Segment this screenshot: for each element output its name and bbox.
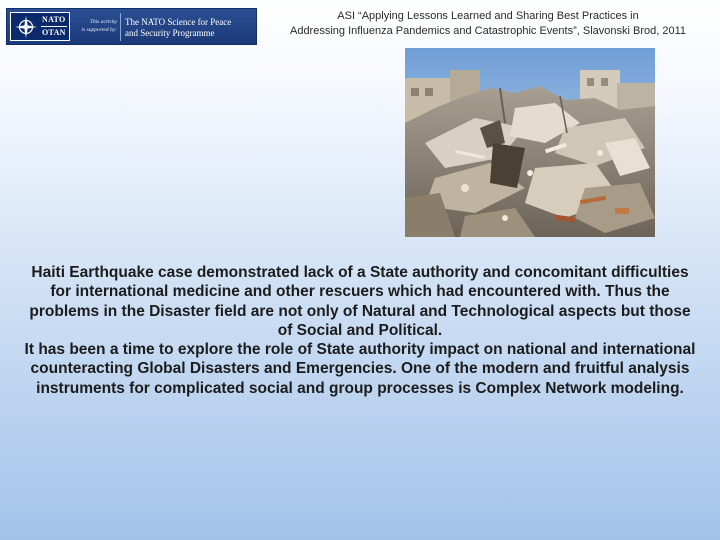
body-paragraph-1: Haiti Earthquake case demonstrated lack of a State authority and concomitant difficulties for international medicine and other rescuers which had encountered with. Thus the problems in the Disaster field are not only of Natural and Technological aspects but those of Social and Political.	[29, 264, 691, 339]
support-text	[77, 18, 117, 34]
earthquake-rubble-photo	[405, 48, 655, 237]
support-line-1: This activity	[89, 19, 117, 25]
nato-sps-banner	[6, 8, 257, 45]
banner-divider	[120, 13, 121, 41]
otan-label: OTAN	[42, 28, 66, 37]
programme-name	[125, 17, 255, 39]
support-line-2: is supported by:	[81, 27, 117, 33]
conference-title-line-2: Addressing Influenza Pandemics and Catastrophic Events”, Slavonski Brod, 2011	[289, 25, 687, 37]
programme-line-1: The NATO Science for Peace	[125, 17, 232, 27]
main-body-text	[20, 263, 700, 398]
conference-title	[262, 9, 714, 39]
programme-line-2: and Security Programme	[125, 28, 215, 38]
body-paragraph-2: It has been a time to explore the role of State authority impact on national and international counteracting Global Disasters and Emergencies. One of the modern and fruitful analysis instruments for complicated social and group processes is Complex Network modeling.	[24, 341, 696, 397]
nato-compass-icon	[12, 14, 40, 40]
logo-divider	[41, 26, 67, 27]
nato-logo	[10, 12, 70, 41]
nato-label: NATO	[42, 15, 66, 24]
conference-title-line-1: ASI “Applying Lessons Learned and Sharing Best Practices in	[337, 10, 639, 22]
